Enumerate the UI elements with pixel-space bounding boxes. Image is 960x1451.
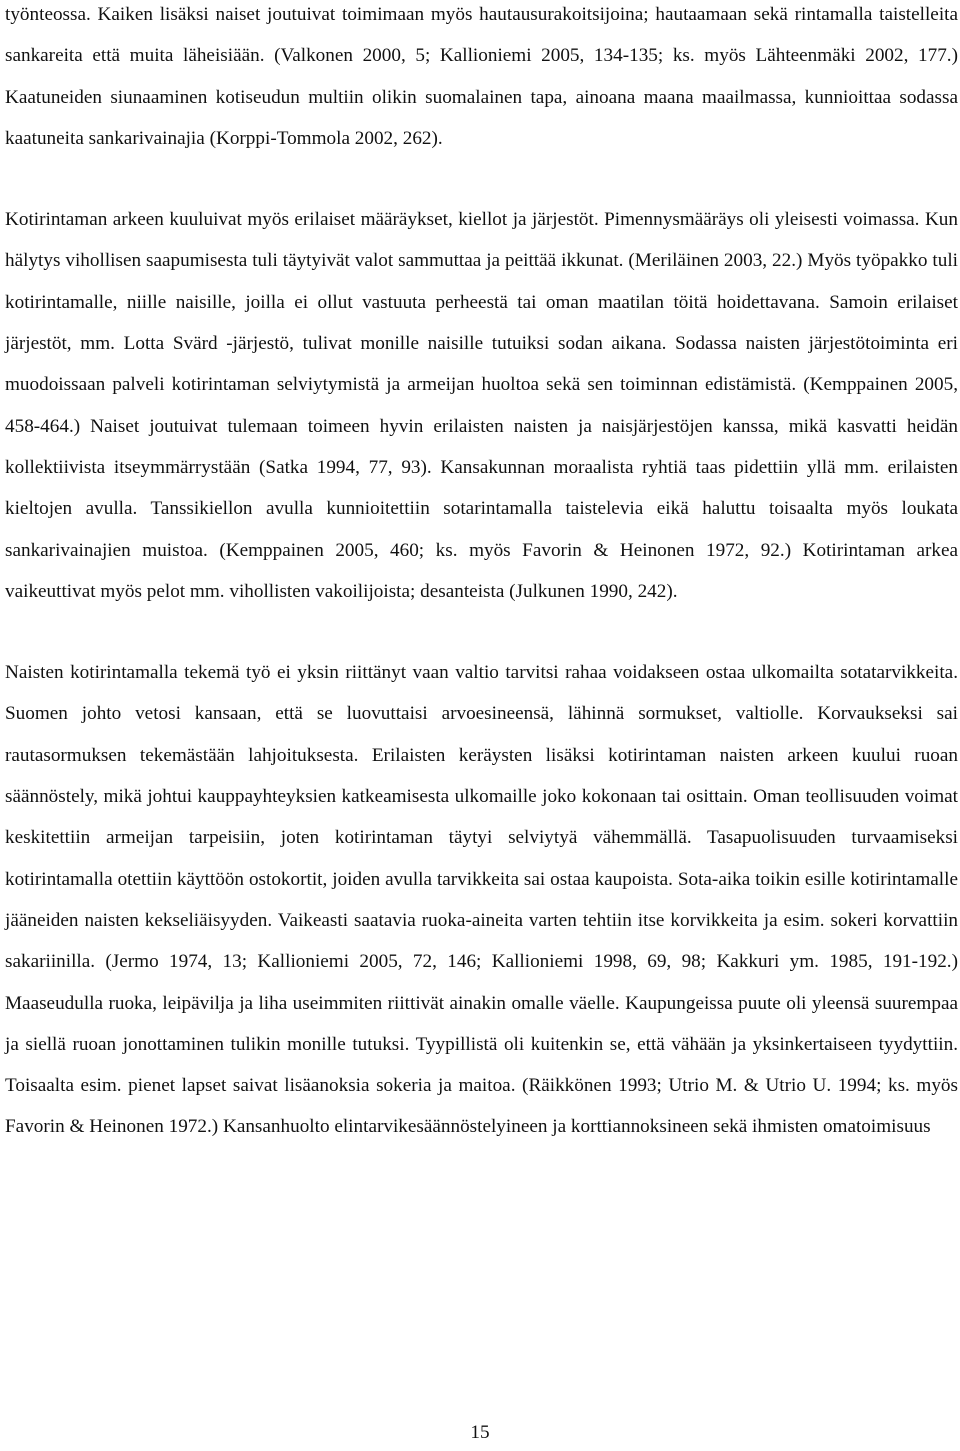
- paragraph-funerals: työnteossa. Kaiken lisäksi naiset joutuivat toimimaan myös hautausurakoitsijoina; hautaamaan sekä rintamalla taistelleita sankareita että muita läheisiään. (Valkonen 2000, 5; Kallioniemi 2005, 134-135; ks. myös Lähteenmäki 2002, 177.) Kaatuneiden siunaaminen kotiseudun multiin olikin suomalainen tapa, ainoana maana maailmassa, kunnioittaa sodassa kaatuneita sankarivainajia (Korppi-Tommola 2002, 262).: [5, 4, 958, 149]
- page-number: 15: [470, 1422, 490, 1443]
- paragraph-rationing: Naisten kotirintamalla tekemä työ ei yksin riittänyt vaan valtio tarvitsi rahaa voidakseen ostaa ulkomailta sotatarvikkeita. Suomen johto vetosi kansaan, että se luovuttaisi arvoesineensä, lähinnä sormukset, valtiolle. Korvaukseksi sai rautasormuksen tekemästään lahjoituksesta. Erilaisten keräysten lisäksi kotirintaman naisten arkeen kuului ruoan säännöstely, mikä johtui kauppayhteyksien katkeamisesta ulkomaille joko kokonaan tai osittain. Oman teollisuuden voimat keskitettiin armeijan tarpeisiin, joten kotirintaman täytyi selviytyä vähemmällä. Tasapuolisuuden turvaamiseksi kotirintamalla otettiin käyttöön ostokortit, joiden avulla tarvikkeita sai ostaa kaupoista. Sota-aika toikin esille kotirintamalle jääneiden naisten kekseliäisyyden. Vaikeasti saatavia ruoka-aineita varten tehtiin itse korvikkeita ja esim. sokeri korvattiin sakariinilla. (Jermo 1974, 13; Kallioniemi 2005, 72, 146; Kallioniemi 1998, 69, 98; Kakkuri ym. 1985, 191-192.) Maaseudulla ruoka, leipävilja ja liha useimmiten riittivät ainakin omalle väelle. Kaupungeissa puute oli yleensä suurempaa ja siellä ruoan jonottaminen tulikin monille tutuksi. Tyypillistä oli kuitenkin se, että vähään ja yksinkertaiseen tyydyttiin. Toisaalta esim. pienet lapset saivat lisäanoksia sokeria ja maitoa. (Räikkönen 1993; Utrio M. & Utrio U. 1994; ks. myös Favorin & Heinonen 1972.) Kansanhuolto elintarvikesäännöstelyineen ja korttiannoksineen sekä ihmisten omatoimisuus: [5, 662, 958, 1138]
- document-body: [5, 0, 958, 1148]
- paragraph-regulations: Kotirintaman arkeen kuuluivat myös erilaiset määräykset, kiellot ja järjestöt. Pimennysmääräys oli yleisesti voimassa. Kun hälytys vihollisen saapumisesta tuli täytyivät valot sammuttaa ja peittää ikkunat. (Meriläinen 2003, 22.) Myös työpakko tuli kotirintamalle, niille naisille, joilla ei ollut vastuuta perheestä tai oman maatilan töitä hoidettavana. Samoin erilaiset järjestöt, mm. Lotta Svärd -järjestö, tulivat monille naisille tutuiksi sodan aikana. Sodassa naisten järjestötoiminta eri muodoissaan palveli kotirintaman selviytymistä ja armeijan huoltoa sekä sen toiminnan edistämistä. (Kemppainen 2005, 458-464.) Naiset joutuivat tulemaan toimeen hyvin erilaisten naisten ja naisjärjestöjen kanssa, mikä kasvatti heidän kollektiivista itseymmärrystään (Satka 1994, 77, 93). Kansakunnan moraalista ryhtiä taas pidettiin yllä mm. erilaisten kieltojen avulla. Tanssikiellon avulla kunnioitettiin sotarintamalla taistelevia eikä haluttu toisaalta myös loukata sankarivainajien muistoa. (Kemppainen 2005, 460; ks. myös Favorin & Heinonen 1972, 92.) Kotirintaman arkea vaikeuttivat myös pelot mm. vihollisten vakoilijoista; desanteista (Julkunen 1990, 242).: [5, 209, 958, 602]
